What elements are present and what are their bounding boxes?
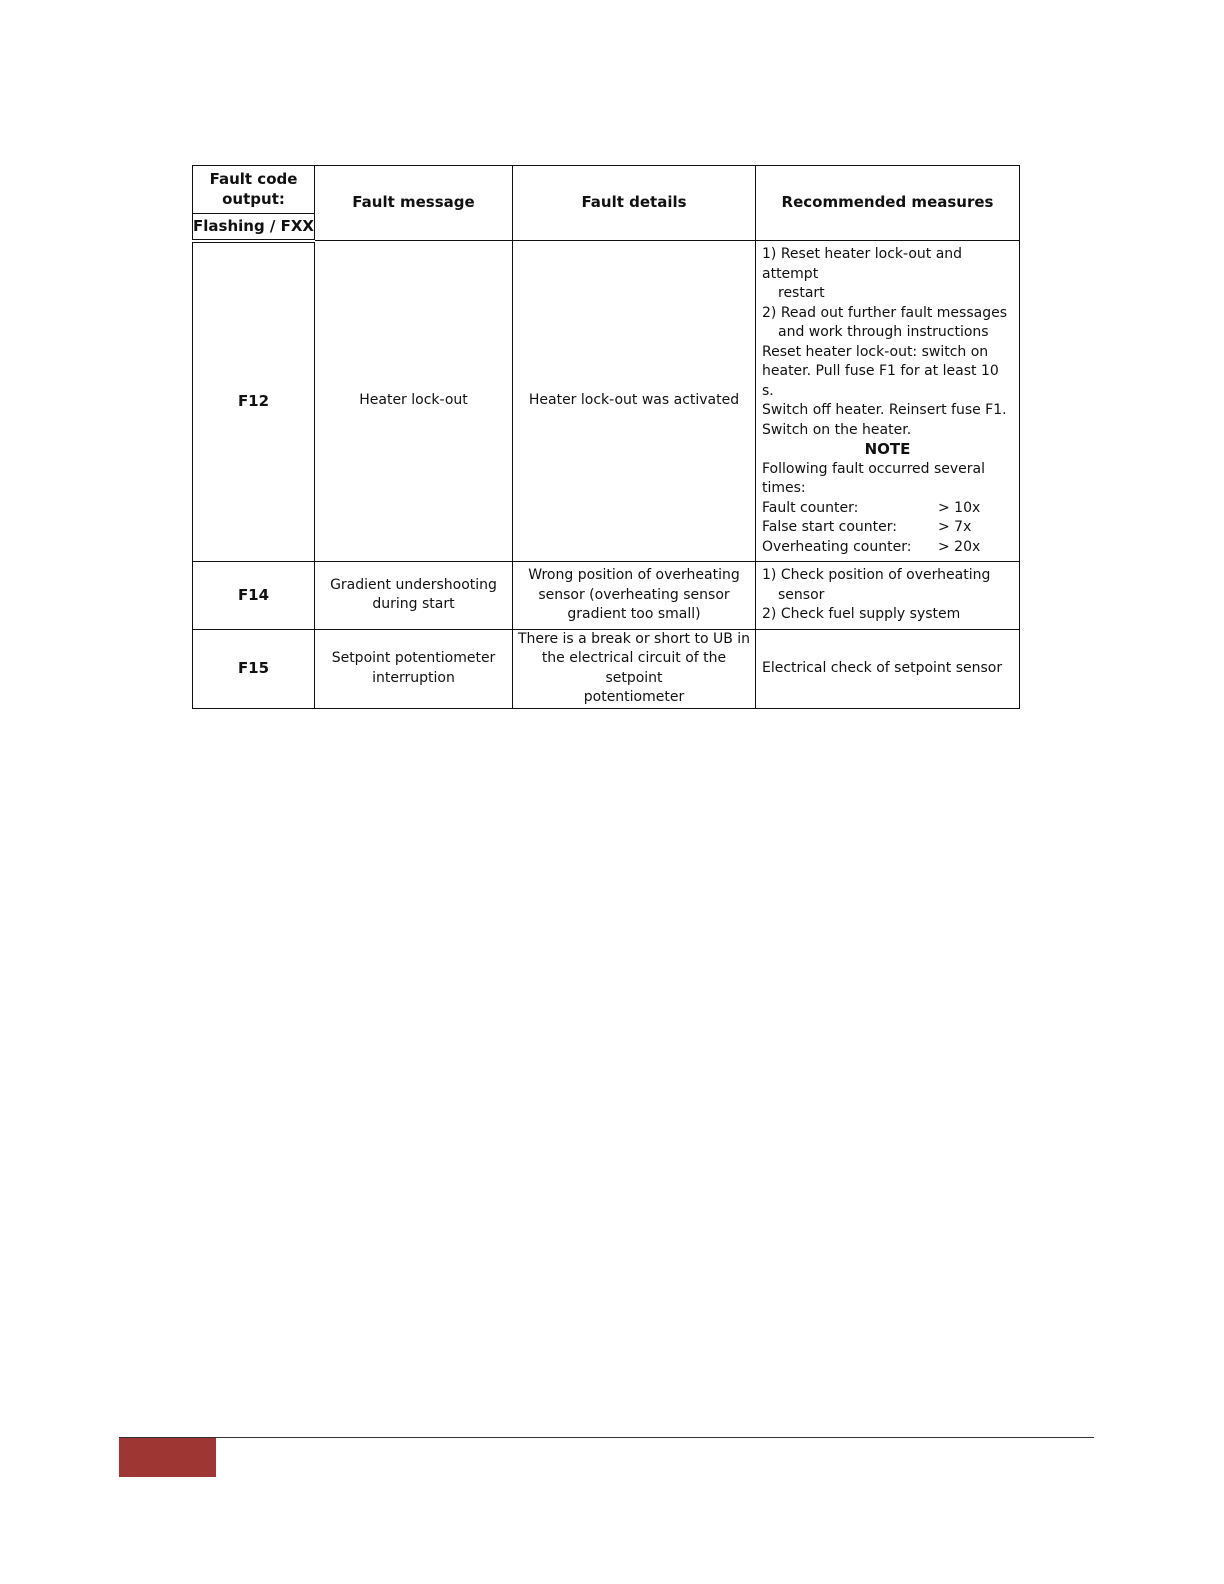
counter-row [762, 499, 1013, 519]
header-fault-code-line2: output: [222, 189, 285, 208]
measure-step2: 2) Check fuel supply system [762, 606, 961, 622]
fault-message-f12: Heater lock-out [315, 241, 513, 562]
counter-label: Overheating counter: [762, 538, 912, 555]
footer-divider [119, 1437, 1094, 1438]
measure-step1-cont: sensor [778, 586, 825, 603]
counter-row [762, 518, 1013, 538]
reset-text-4: Switch on the heater. [762, 421, 912, 438]
counter-label: Fault counter: [762, 499, 859, 516]
header-fault-details: Fault details [513, 166, 756, 241]
counter-label: False start counter: [762, 519, 897, 535]
note-text-1: Following fault occurred several [762, 460, 985, 477]
fault-code-f15: F15 [193, 629, 315, 708]
counter-value: > 7x [938, 519, 972, 535]
reset-text-3: Switch off heater. Reinsert fuse F1. [762, 402, 1007, 418]
note-title: NOTE [864, 440, 911, 458]
fault-details-line: gradient too small) [567, 606, 701, 622]
table-row-f14 [193, 562, 1020, 630]
header-fault-code-line1: Fault code [209, 170, 298, 188]
table-row-f12 [193, 241, 1020, 562]
fault-details-f14 [513, 562, 756, 630]
recommended-measures-f12 [756, 241, 1020, 562]
counter-value: > 20x [938, 538, 981, 555]
fault-message-line: Setpoint potentiometer [331, 650, 496, 666]
note-text-2: times: [762, 480, 806, 496]
counter-row [762, 538, 1013, 558]
header-fault-message: Fault message [315, 166, 513, 241]
fault-message-line: during start [372, 596, 455, 613]
fault-message-line: Gradient undershooting [330, 576, 497, 593]
fault-message-f15 [315, 629, 513, 708]
fault-details-line: the electrical circuit of the setpoint [541, 650, 727, 686]
fault-details-line: There is a break or short to UB in [517, 630, 751, 647]
fault-code-table [192, 165, 1020, 709]
fault-details-f15 [513, 629, 756, 708]
fault-code-f12: F12 [193, 241, 315, 562]
measure-step2-cont: and work through instructions [778, 324, 989, 340]
reset-text-2: heater. Pull fuse F1 for at least 10 s. [762, 363, 999, 399]
fault-code-f14: F14 [193, 562, 315, 630]
header-recommended-measures: Recommended measures [756, 166, 1020, 241]
measure-step1-cont: restart [778, 285, 825, 301]
table-row-f15 [193, 629, 1020, 708]
recommended-measures-f15: Electrical check of setpoint sensor [756, 629, 1020, 708]
measure-step1: 1) Check position of overheating [762, 567, 991, 583]
fault-message-f14 [315, 562, 513, 630]
measure-step1: 1) Reset heater lock-out and attempt [762, 246, 963, 282]
header-fault-code [193, 166, 315, 214]
footer-accent-block [119, 1438, 216, 1477]
fault-details-line: sensor (overheating sensor [538, 586, 730, 603]
measure-step2: 2) Read out further fault messages [762, 304, 1007, 321]
reset-text-1: Reset heater lock-out: switch on [762, 343, 989, 360]
fault-details-line: Wrong position of overheating [528, 567, 740, 583]
counter-value: > 10x [938, 499, 981, 516]
header-flashing-fxx: Flashing / FXX [193, 214, 315, 241]
fault-message-line: interruption [372, 669, 455, 686]
fault-details-f12: Heater lock-out was activated [513, 241, 756, 562]
fault-details-line: potentiometer [583, 689, 685, 705]
recommended-measures-f14 [756, 562, 1020, 630]
